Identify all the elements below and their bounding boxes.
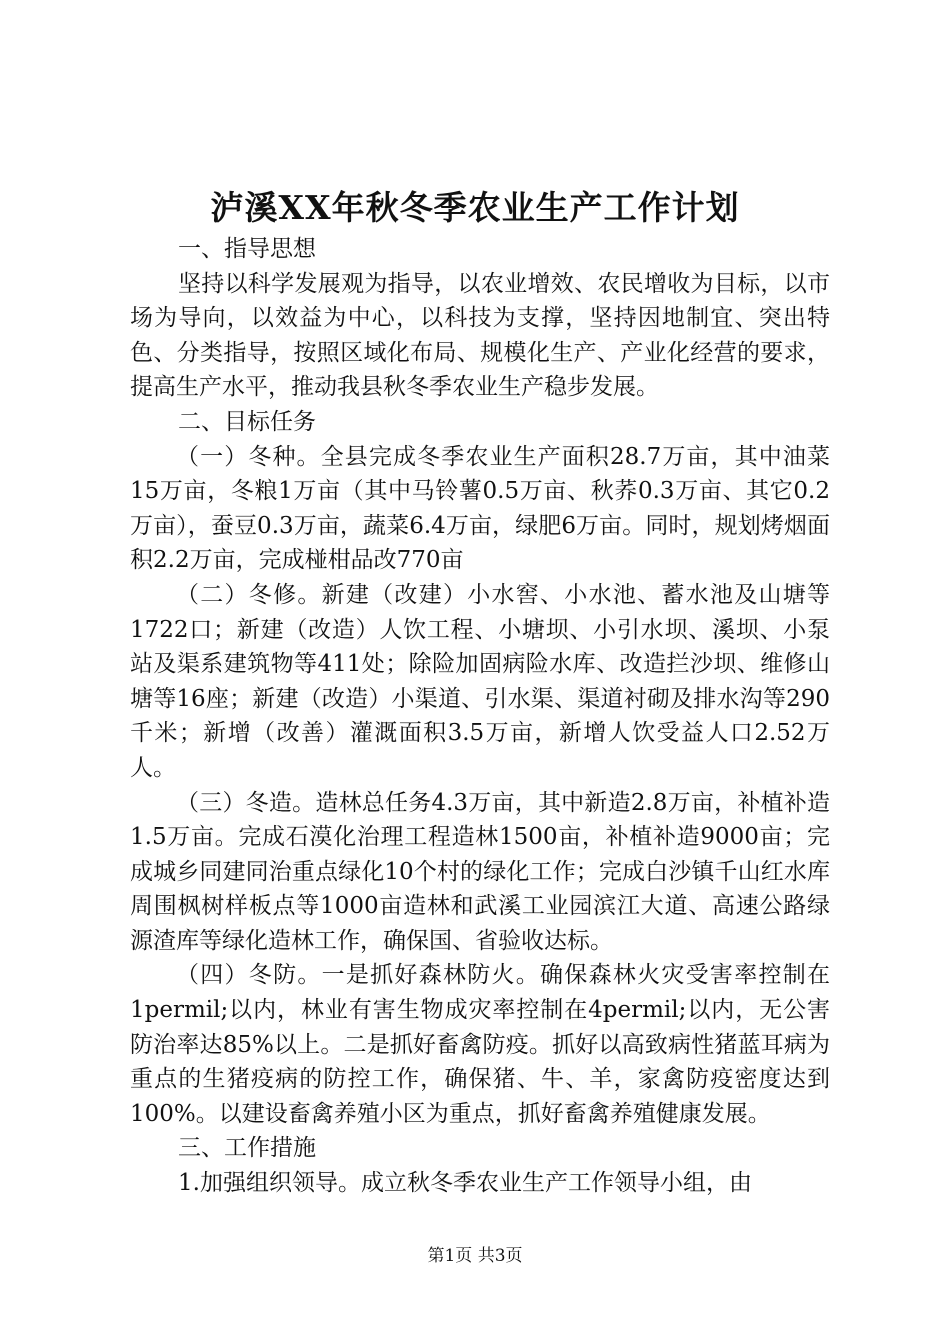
section-heading-work-measures: 三、工作措施 xyxy=(178,1135,316,1162)
paragraph-measure-leadership: 1.加强组织领导。成立秋冬季农业生产工作领导小组，由 xyxy=(178,1170,752,1197)
section-heading-guiding-ideology: 一、指导思想 xyxy=(178,236,316,262)
document-title: 泸溪XX年秋冬季农业生产工作计划 xyxy=(210,188,740,227)
task-item-winter-repair: （二）冬修。新建（改建）小水窖、小水池、蓄水池及山塘等1722口；新建（改造）人饮工程、小塘坝、小引水坝、溪坝、小泵站及渠系建筑物等411处；除险加固病险水库、改造拦沙坝、维修山塘等16座；新建（改造）小渠道、引水渠、渠道衬砌及排水沟等290千米；新增（改善）灌溉面积3.5万亩，新增人饮受益人口2.52万人。 xyxy=(130,581,830,781)
task-item-winter-planting: （一）冬种。全县完成冬季农业生产面积28.7万亩，其中油菜15万亩，冬粮1万亩（其中马铃薯0.5万亩、秋荞0.3万亩、其它0.2万亩），蚕豆0.3万亩，蔬菜6.4万亩，绿肥6万亩。同时，规划烤烟面积2.2万亩，完成椪柑品改770亩 xyxy=(130,443,830,574)
task-item-winter-prevention: （四）冬防。一是抓好森林防火。确保森林火灾受害率控制在1permil;以内，林业有害生物成灾率控制在4permil;以内，无公害防治率达85%以上。二是抓好畜禽防疫。抓好以高致病性猪蓝耳病为重点的生猪疫病的防控工作，确保猪、牛、羊，家禽防疫密度达到100%。以建设畜禽养殖小区为重点，抓好畜禽养殖健康发展。 xyxy=(130,962,830,1127)
document-body xyxy=(130,232,830,1201)
paragraph-guiding-ideology: 坚持以科学发展观为指导，以农业增效、农民增收为目标，以市场为导向，以效益为中心，以科技为支撑，坚持因地制宜、突出特色、分类指导，按照区域化布局、规模化生产、产业化经营的要求，提高生产水平，推动我县秋冬季农业生产稳步发展。 xyxy=(130,270,830,401)
task-item-winter-afforestation: （三）冬造。造林总任务4.3万亩，其中新造2.8万亩，补植补造1.5万亩。完成石漠化治理工程造林1500亩，补植补造9000亩；完成城乡同建同治重点绿化10个村的绿化工作；完成白沙镇千山红水库周围枫树样板点等1000亩造林和武溪工业园滨江大道、高速公路绿源渣库等绿化造林工作，确保国、省验收达标。 xyxy=(130,789,830,954)
page-footer: 第1页 共3页 xyxy=(427,1246,523,1266)
section-heading-target-tasks: 二、目标任务 xyxy=(178,408,316,435)
